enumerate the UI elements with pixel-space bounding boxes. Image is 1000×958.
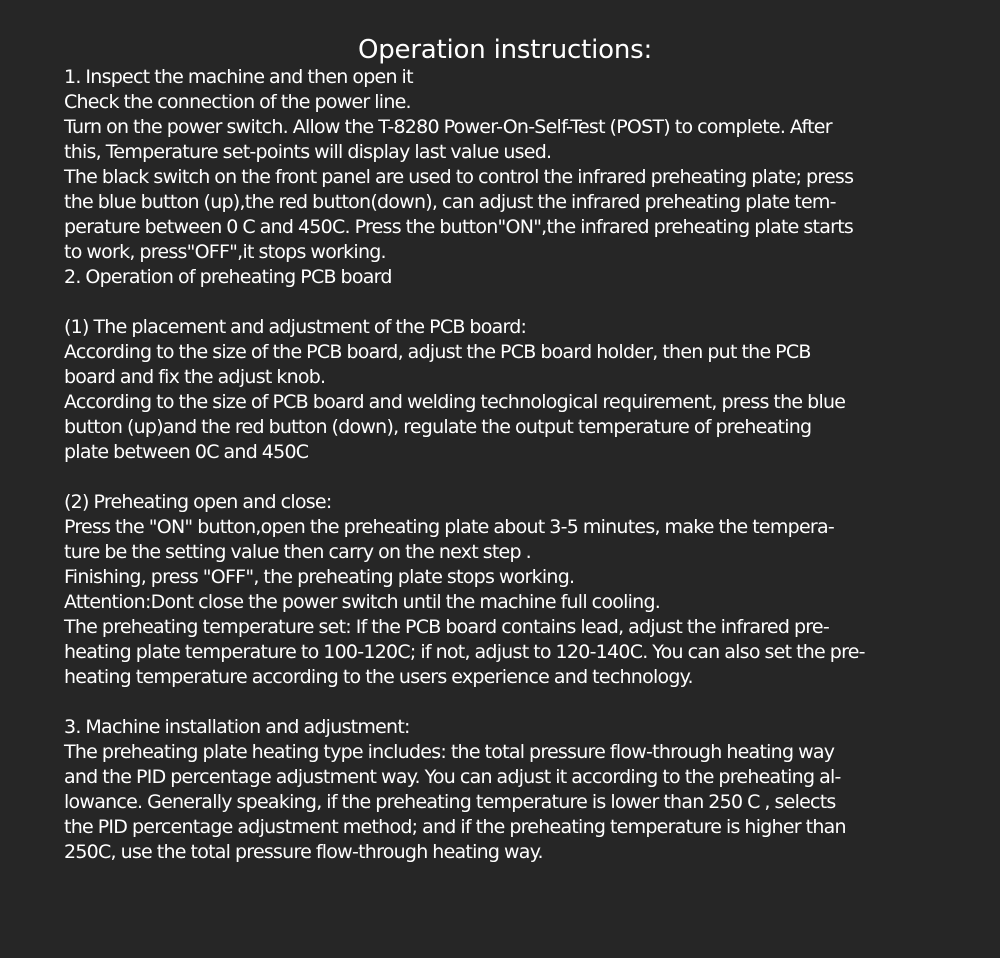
text-line: Finishing, press "OFF", the preheating plate stops working. <box>64 566 575 588</box>
text-line: The preheating temperature set: If the PCB board contains lead, adjust the infrared pre- <box>64 616 829 638</box>
page-title: Operation instructions: <box>357 35 653 65</box>
text-line: Attention:Dont close the power switch until the machine full cooling. <box>64 591 661 613</box>
text-line: 250C, use the total pressure flow-through heating way. <box>64 841 543 863</box>
text-line: (2) Preheating open and close: <box>64 491 332 513</box>
text-line: lowance. Generally speaking, if the preheating temperature is lower than 250 C , selects <box>64 791 836 813</box>
text-line: plate between 0C and 450C <box>64 441 309 463</box>
text-line: The black switch on the front panel are used to control the infrared preheating plate; press <box>64 166 854 188</box>
instructions-body <box>64 65 964 865</box>
text-line: 1. Inspect the machine and then open it <box>64 66 413 88</box>
text-line: Press the "ON" button,open the preheating plate about 3-5 minutes, make the tempera- <box>64 516 834 538</box>
text-line: heating temperature according to the users experience and technology. <box>64 666 693 688</box>
text-line: this, Temperature set-points will display last value used. <box>64 141 552 163</box>
text-line: heating plate temperature to 100-120C; if not, adjust to 120-140C. You can also set the pre- <box>64 641 865 663</box>
text-line: the PID percentage adjustment method; and if the preheating temperature is higher than <box>64 816 846 838</box>
text-line: ture be the setting value then carry on the next step . <box>64 541 531 563</box>
text-line: board and fix the adjust knob. <box>64 366 326 388</box>
text-line: the blue button (up),the red button(down), can adjust the infrared preheating plate tem- <box>64 191 836 213</box>
text-line: 2. Operation of preheating PCB board <box>64 266 392 288</box>
text-line: (1) The placement and adjustment of the PCB board: <box>64 316 527 338</box>
text-line: Turn on the power switch. Allow the T-8280 Power-On-Self-Test (POST) to complete. After <box>64 116 832 138</box>
text-line: button (up)and the red button (down), regulate the output temperature of preheating <box>64 416 812 438</box>
blank-line <box>64 290 964 315</box>
text-line: to work, press"OFF",it stops working. <box>64 241 386 263</box>
text-line: Check the connection of the power line. <box>64 91 411 113</box>
blank-line <box>64 465 964 490</box>
blank-line <box>64 690 964 715</box>
text-line: The preheating plate heating type includes: the total pressure flow-through heating way <box>64 741 835 763</box>
text-line: 3. Machine installation and adjustment: <box>64 716 410 738</box>
text-line: perature between 0 C and 450C. Press the button"ON",the infrared preheating plate starts <box>64 216 854 238</box>
text-line: According to the size of PCB board and welding technological requirement, press the blue <box>64 391 846 413</box>
text-line: and the PID percentage adjustment way. You can adjust it according to the preheating al- <box>64 766 841 788</box>
text-line: According to the size of the PCB board, adjust the PCB board holder, then put the PCB <box>64 341 811 363</box>
